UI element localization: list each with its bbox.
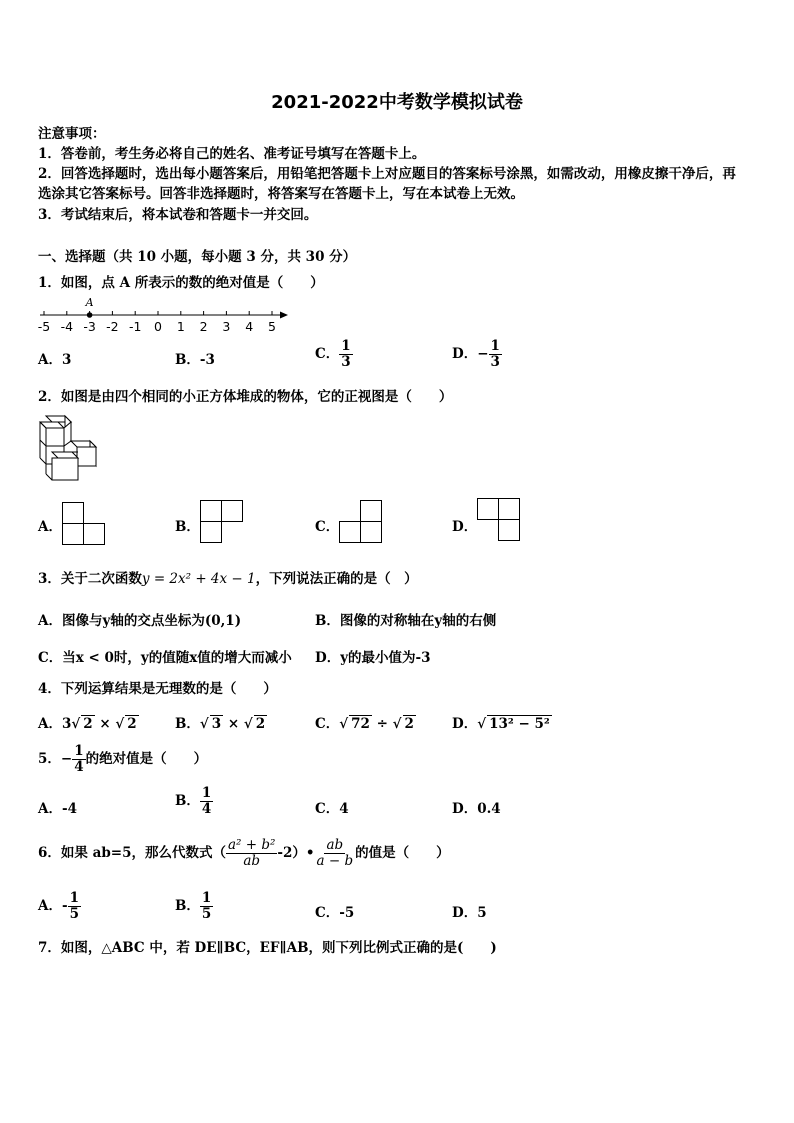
q2-option-b-view	[200, 500, 246, 544]
notes-heading: 注意事项：	[38, 126, 106, 142]
q5-option-b: B． $\frac{1}{4}$	[175, 785, 212, 817]
q4-stem: 4．下列运算结果是无理数的是（ ）	[38, 681, 277, 697]
q7-stem: 7．如图，△ABC 中，若 DE∥BC，EF∥AB，则下列比例式正确的是( )	[38, 940, 497, 956]
q2-option-a-label: A．	[38, 519, 62, 535]
q2-stem: 2．如图是由四个相同的小正方体堆成的物体，它的正视图是（ ）	[38, 389, 453, 405]
q2-option-d-view	[477, 498, 523, 542]
q6-option-d: D．5	[452, 905, 487, 921]
cube-stack-figure	[38, 414, 100, 482]
q6-option-c: C．-5	[315, 905, 355, 921]
point-a	[87, 312, 93, 318]
arrow-right-icon	[280, 312, 288, 319]
tick-label: -4	[60, 319, 74, 334]
section-heading: 一、选择题（共 10 小题，每小题 3 分，共 30 分）	[38, 249, 357, 265]
q5-stem: 5．− $\frac{1}{4}$ 的绝对值是（ ）	[38, 743, 208, 775]
number-line	[36, 292, 296, 338]
q1-stem: 1．如图，点 A 所表示的数的绝对值是（ ）	[38, 275, 324, 291]
q3-stem: 3．关于二次函数y = 2x² + 4x − 1，下列说法正确的是（ ）	[38, 571, 418, 587]
q3-option-c: C．当x < 0时，y的值随x值的增大而减小	[38, 650, 292, 666]
q4-option-c: C．√ 72 ÷ √ 2	[315, 716, 414, 732]
q4-option-a: A．3√ 2 × √ 2	[38, 716, 137, 732]
notes-line-2b: 选涂其它答案标号。回答非选择题时，将答案写在答题卡上，写在本试卷上无效。	[38, 186, 524, 202]
tick-label: 0	[154, 319, 162, 334]
q5-option-c: C．4	[315, 801, 349, 817]
notes-line-3: 3．考试结束后，将本试卷和答题卡一并交回。	[38, 207, 318, 223]
tick-label: -1	[128, 319, 142, 334]
notes-line-2a: 2．回答选择题时，选出每小题答案后，用铅笔把答题卡上对应题目的答案标号涂黑，如需改动，用橡皮擦干净后，再	[38, 166, 736, 182]
notes-line-1: 1．答卷前，考生务必将自己的姓名、准考证号填写在答题卡上。	[38, 146, 426, 162]
page-title: 2021-2022中考数学模拟试卷	[271, 92, 523, 113]
q1-option-c: C． $\frac{1}{3}$	[315, 338, 351, 370]
q4-option-b: B．√ 3 × √ 2	[175, 716, 266, 732]
q6-stem: 6．如果 ab=5，那么代数式（ $\frac{\text{a² + b²}}{ab}$ -2）• $\frac{ab}{a - b}$ 的值是（ ）	[38, 837, 450, 869]
tick-label: -3	[83, 319, 96, 334]
q3-option-b: B．图像的对称轴在y轴的右侧	[315, 613, 497, 629]
q5-option-d: D．0.4	[452, 801, 501, 817]
q4-option-d: D．√ 13² − 5²	[452, 716, 550, 732]
q2-option-b-label: B．	[175, 519, 200, 535]
tick-label: 3	[222, 319, 231, 334]
tick-label: -5	[37, 319, 51, 334]
tick-label: -2	[106, 319, 119, 334]
q6-option-a: A．- $\frac{1}{5}$	[38, 890, 79, 922]
tick-label: 4	[245, 319, 254, 334]
point-a-label: A	[85, 296, 94, 309]
q1-option-d: D．− $\frac{1}{3}$	[452, 338, 500, 370]
q1-option-b: B．-3	[175, 352, 215, 368]
q1-option-a: A．3	[38, 352, 72, 368]
q5-option-a: A．-4	[38, 801, 77, 817]
tick-label: 1	[176, 319, 185, 334]
q3-option-a: A．图像与y轴的交点坐标为(0,1)	[38, 613, 242, 629]
q2-option-c-label: C．	[315, 519, 340, 535]
tick-label: 2	[199, 319, 208, 334]
q6-option-b: B． $\frac{1}{5}$	[175, 890, 212, 922]
q2-option-a-view	[62, 502, 108, 546]
q2-option-d-label: D．	[452, 519, 478, 535]
tick-label: 5	[268, 319, 276, 334]
q3-option-d: D．y的最小值为-3	[315, 650, 431, 666]
q2-option-c-view	[339, 500, 385, 544]
